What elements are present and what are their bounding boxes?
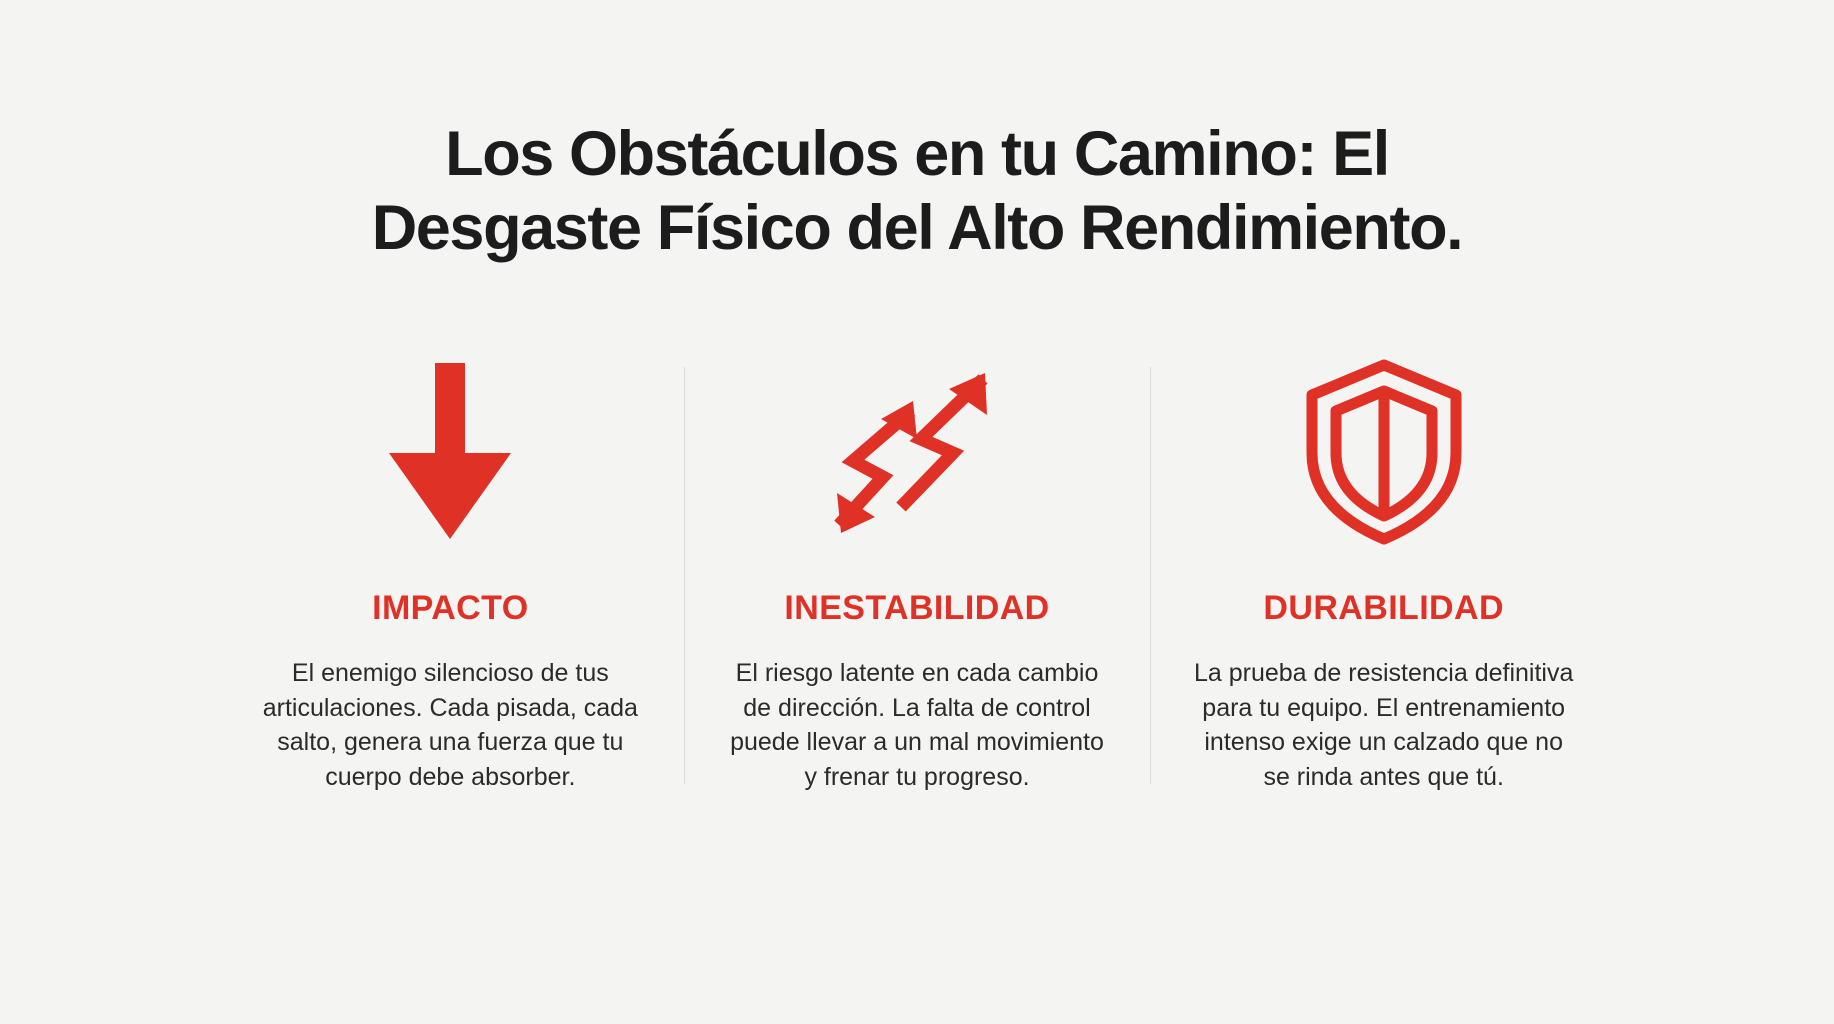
feature-column-durabilidad <box>1150 357 1617 794</box>
zigzag-arrows-icon <box>817 357 1017 547</box>
feature-description-inestabilidad: El riesgo latente en cada cambio de dirección. La falta de control puede llevar a un mal movimiento y frenar tu progreso. <box>730 659 1104 791</box>
page-title-line-1: Los Obstáculos en tu Camino: El <box>445 119 1389 189</box>
page-title-line-2: Desgaste Físico del Alto Rendimiento. <box>371 192 1463 263</box>
feature-description-impacto: El enemigo silencioso de tus articulaciones. Cada pisada, cada salto, genera una fuerza que tu cuerpo debe absorber. <box>262 659 638 791</box>
feature-columns <box>217 357 1617 794</box>
feature-title-durabilidad: DURABILIDAD <box>1263 589 1504 628</box>
down-arrow-icon <box>365 357 535 547</box>
feature-column-inestabilidad <box>684 357 1151 794</box>
shield-icon <box>1294 357 1474 547</box>
feature-title-impacto: IMPACTO <box>372 589 529 628</box>
page-title <box>202 0 1632 265</box>
feature-title-inestabilidad: INESTABILIDAD <box>784 589 1050 628</box>
feature-column-impacto <box>217 357 684 794</box>
feature-description-durabilidad: La prueba de resistencia definitiva para tu equipo. El entrenamiento intenso exige un calzado que no se rinda antes que tú. <box>1193 659 1574 791</box>
